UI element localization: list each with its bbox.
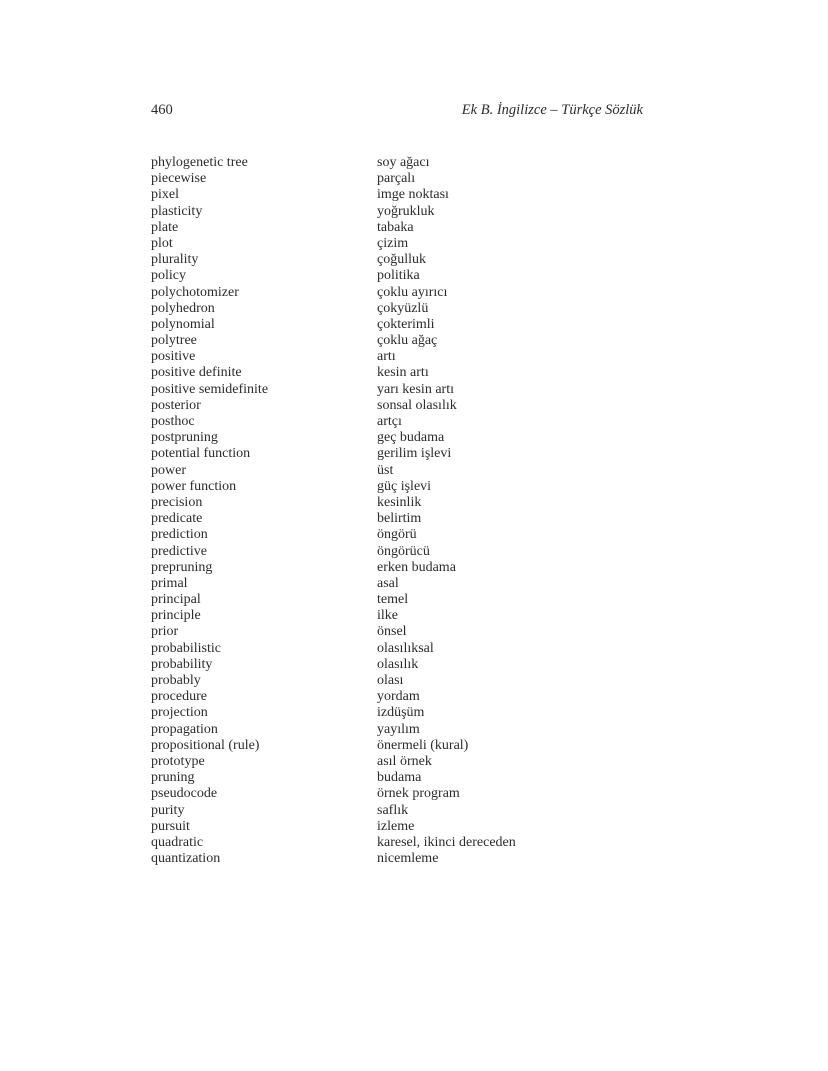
turkish-term: belirtim [377, 511, 422, 527]
glossary-entry [151, 527, 571, 543]
turkish-term: çokyüzlü [377, 300, 429, 316]
english-term: plasticity [151, 203, 203, 219]
turkish-term: kesinlik [377, 494, 422, 510]
english-term: pursuit [151, 818, 190, 834]
turkish-term: politika [377, 268, 420, 284]
glossary-entry [151, 511, 571, 527]
glossary-entry [151, 560, 571, 576]
glossary-entry [151, 301, 571, 317]
english-term: prepruning [151, 559, 213, 575]
english-term: procedure [151, 689, 207, 705]
glossary-entry [151, 544, 571, 560]
english-term: purity [151, 802, 185, 818]
turkish-term: olasılıksal [377, 640, 434, 656]
english-term: prototype [151, 753, 205, 769]
turkish-term: güç işlevi [377, 478, 432, 494]
turkish-term: kesin artı [377, 365, 429, 381]
turkish-term: izleme [377, 818, 415, 834]
english-term: polychotomizer [151, 284, 239, 300]
glossary-entry [151, 641, 571, 657]
glossary-entry [151, 479, 571, 495]
english-term: predicate [151, 511, 203, 527]
english-term: propositional (rule) [151, 737, 260, 753]
english-term: policy [151, 268, 186, 284]
glossary-entry [151, 382, 571, 398]
english-term: positive definite [151, 365, 242, 381]
glossary-entry [151, 689, 571, 705]
turkish-term: yoğrukluk [377, 203, 435, 219]
glossary-entry [151, 608, 571, 624]
glossary-entry [151, 803, 571, 819]
english-term: pruning [151, 770, 195, 786]
page-header [151, 102, 643, 122]
english-term: probabilistic [151, 640, 221, 656]
english-term: pixel [151, 187, 179, 203]
english-term: predictive [151, 543, 207, 559]
turkish-term: öngörü [377, 527, 417, 543]
english-term: phylogenetic tree [151, 155, 248, 170]
glossary-entry [151, 463, 571, 479]
glossary-entry [151, 754, 571, 770]
english-term: polynomial [151, 316, 215, 332]
glossary-entry [151, 738, 571, 754]
english-term: power function [151, 478, 237, 494]
english-term: principal [151, 592, 201, 608]
english-term: quadratic [151, 834, 204, 850]
turkish-term: artçı [377, 414, 402, 429]
turkish-term: nicemleme [377, 851, 439, 867]
english-term: prior [151, 624, 179, 640]
glossary-entry [151, 592, 571, 608]
turkish-term: çoğulluk [377, 252, 426, 268]
turkish-term: karesel, ikinci dereceden [377, 834, 516, 850]
turkish-term: asal [377, 575, 399, 591]
english-term: plate [151, 219, 179, 235]
glossary-entry [151, 317, 571, 333]
turkish-term: önermeli (kural) [377, 737, 469, 753]
glossary-entry [151, 187, 571, 203]
english-term: projection [151, 705, 208, 721]
english-term: piecewise [151, 171, 207, 187]
glossary-entry [151, 430, 571, 446]
turkish-term: çoklu ağaç [377, 333, 438, 349]
glossary-entry [151, 705, 571, 721]
turkish-term: çizim [377, 235, 409, 251]
english-term: potential function [151, 446, 251, 462]
turkish-term: yayılım [377, 721, 420, 737]
turkish-term: yarı kesin artı [377, 381, 454, 397]
glossary-entry [151, 204, 571, 220]
glossary-entry [151, 446, 571, 462]
turkish-term: örnek program [377, 786, 460, 802]
english-term: plurality [151, 252, 199, 268]
english-term: probably [151, 673, 201, 688]
turkish-term: çokterimli [377, 316, 435, 332]
glossary-entry [151, 835, 571, 851]
turkish-term: ilke [377, 608, 398, 624]
glossary-entry [151, 786, 571, 802]
turkish-term: tabaka [377, 219, 414, 235]
glossary-entry [151, 268, 571, 284]
turkish-term: yordam [377, 689, 420, 705]
turkish-term: geç budama [377, 430, 445, 446]
english-term: positive semidefinite [151, 381, 269, 397]
turkish-term: artı [377, 349, 396, 365]
turkish-term: parçalı [377, 171, 416, 187]
english-term: probability [151, 656, 213, 672]
glossary-entry [151, 220, 571, 236]
english-term: power [151, 462, 186, 478]
turkish-term: sonsal olasılık [377, 397, 457, 413]
glossary-entry [151, 171, 571, 187]
turkish-term: saflık [377, 802, 409, 818]
english-term: pseudocode [151, 786, 218, 802]
glossary-entry [151, 851, 571, 867]
turkish-term: temel [377, 592, 409, 608]
glossary-entry [151, 333, 571, 349]
english-term: quantization [151, 851, 221, 867]
english-term: prediction [151, 527, 208, 543]
glossary-entry [151, 722, 571, 738]
turkish-term: imge noktası [377, 187, 449, 203]
running-title: Ek B. İngilizce – Türkçe Sözlük [461, 102, 643, 118]
english-term: propagation [151, 721, 218, 737]
glossary-entry [151, 349, 571, 365]
turkish-term: izdüşüm [377, 705, 425, 721]
turkish-term: çoklu ayırıcı [377, 284, 448, 300]
glossary-entry [151, 819, 571, 835]
english-term: posthoc [151, 414, 195, 429]
english-term: precision [151, 494, 203, 510]
turkish-term: olasılık [377, 656, 419, 672]
glossary-entry [151, 624, 571, 640]
english-term: polyhedron [151, 300, 215, 316]
glossary-entry [151, 657, 571, 673]
glossary-entry [151, 236, 571, 252]
glossary-entry [151, 252, 571, 268]
glossary-entry [151, 673, 571, 689]
english-term: positive [151, 349, 196, 365]
turkish-term: önsel [377, 624, 407, 640]
page-number: 460 [151, 102, 173, 118]
turkish-term: olası [377, 673, 404, 688]
glossary-entry [151, 414, 571, 430]
glossary-entry [151, 365, 571, 381]
english-term: polytree [151, 333, 197, 349]
turkish-term: erken budama [377, 559, 456, 575]
turkish-term: asıl örnek [377, 753, 432, 769]
glossary-entry [151, 770, 571, 786]
english-term: primal [151, 575, 188, 591]
glossary-list [151, 155, 571, 867]
glossary-entry [151, 398, 571, 414]
english-term: principle [151, 608, 201, 624]
turkish-term: soy ağacı [377, 155, 430, 170]
glossary-entry [151, 155, 571, 171]
english-term: postpruning [151, 430, 218, 446]
english-term: plot [151, 235, 173, 251]
turkish-term: üst [377, 462, 394, 478]
glossary-entry [151, 495, 571, 511]
turkish-term: gerilim işlevi [377, 446, 452, 462]
english-term: posterior [151, 397, 201, 413]
glossary-entry [151, 285, 571, 301]
glossary-entry [151, 576, 571, 592]
turkish-term: öngörücü [377, 543, 430, 559]
turkish-term: budama [377, 770, 422, 786]
